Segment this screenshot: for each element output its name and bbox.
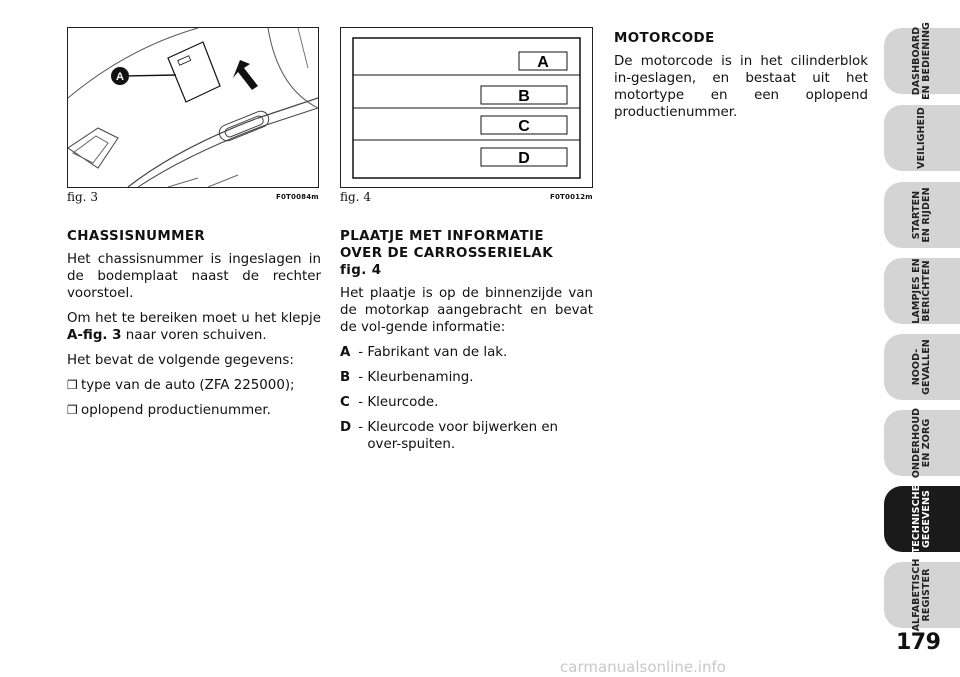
tab-label-line: EN RIJDEN [921, 187, 932, 243]
tab-veiligheid[interactable] [884, 105, 960, 171]
heading-motorcode: MOTORCODE [614, 31, 715, 46]
item-sep: - [354, 395, 368, 410]
tab-label-line: GEGEVENS [921, 489, 932, 549]
paragraph-chassis-access [67, 310, 321, 344]
figure-4-image [340, 27, 593, 188]
item-text: Kleurcode. [367, 395, 439, 410]
item-text: Kleurbenaming. [367, 370, 474, 385]
tab-label-line: ALFABETISCH [911, 558, 922, 632]
tab-label [912, 485, 932, 554]
list-item-text: oplopend productienummer. [81, 403, 271, 418]
tab-starten[interactable] [884, 182, 960, 248]
heading-plaatje [340, 228, 593, 279]
column-chassisnummer [67, 228, 321, 427]
tab-label-line: ONDERHOUD [911, 407, 922, 479]
tab-label-line: TECHNISCHE [911, 484, 922, 554]
paragraph-chassis-contains: Het bevat de volgende gegevens: [67, 353, 294, 368]
heading-line: PLAATJE MET INFORMATIE [340, 229, 544, 244]
tab-technische-gegevens[interactable] [884, 486, 960, 552]
tab-label-line: DASHBOARD [911, 26, 922, 96]
tab-onderhoud[interactable] [884, 407, 960, 479]
figure-4-illustration [341, 28, 592, 187]
paragraph-motorcode: De motorcode is in het cilinderblok in-geslagen, en bestaat uit het motortype en een oplopend productienummer. [614, 54, 868, 120]
tab-label-line: VEILIGHEID [916, 107, 927, 169]
figure-3-image [67, 27, 319, 188]
figure-3-caption: fig. 3 [67, 190, 98, 204]
paragraph-plaatje: Het plaatje is op de binnenzijde van de motorkap aangebracht en bevat de vol-gende informatie: [340, 286, 593, 335]
reference-fig3: A-fig. 3 [67, 328, 122, 343]
list-item [67, 402, 321, 419]
tab-label-line: EN BEDIENING [921, 22, 932, 100]
list-item [67, 377, 321, 394]
tab-label-line: NOOD- [911, 348, 922, 386]
list-item [340, 394, 593, 411]
plate-label-c: C [518, 118, 530, 135]
column-plaatje [340, 228, 593, 461]
tab-noodgevallen[interactable] [884, 334, 960, 400]
list-item [340, 369, 593, 386]
tab-label-line: REGISTER [921, 568, 932, 622]
list-item [340, 344, 593, 361]
checkbox-bullet-icon: ❒ [67, 403, 78, 417]
item-sep: - [354, 345, 368, 360]
heading-line: OVER DE CARROSSERIELAK [340, 246, 553, 261]
figure-3-label-a: A [116, 71, 124, 83]
item-key: A [340, 345, 351, 360]
tab-register[interactable] [884, 558, 960, 632]
list-item-text: type van de auto (ZFA 225000); [81, 378, 295, 393]
figure-4-caption: fig. 4 [340, 190, 371, 204]
heading-chassisnummer: CHASSISNUMMER [67, 229, 206, 244]
plate-label-a: A [537, 54, 549, 71]
tab-label-line: BERICHTEN [921, 260, 932, 322]
text: naar voren schuiven. [121, 328, 267, 343]
tab-label-line: GEVALLEN [921, 339, 932, 395]
tab-label-line: EN ZORG [921, 418, 932, 468]
text: Om het te bereiken moet u het klepje [67, 311, 321, 326]
column-motorcode [614, 30, 868, 129]
tab-label [912, 258, 932, 323]
tab-label-line: STARTEN [911, 190, 922, 240]
item-text: Fabrikant van de lak. [367, 345, 508, 360]
list-item [340, 419, 593, 453]
tab-label [917, 107, 927, 169]
item-key: B [340, 370, 351, 385]
checkbox-bullet-icon: ❒ [67, 378, 78, 392]
item-key: C [340, 395, 350, 410]
figure-4-code: F0T0012m [550, 193, 593, 201]
watermark: carmanualsonline.info [560, 658, 726, 676]
item-sep: - [354, 420, 368, 435]
tab-label [912, 339, 932, 395]
heading-line: fig. 4 [340, 263, 382, 278]
item-key: D [340, 420, 352, 435]
figure-3-illustration [68, 28, 318, 187]
tab-label [912, 408, 932, 478]
item-sep: - [354, 370, 368, 385]
tab-lampjes[interactable] [884, 258, 960, 324]
tab-label [912, 187, 932, 242]
tab-label [912, 22, 932, 100]
plate-label-b: B [518, 88, 530, 105]
paragraph-chassis-location: Het chassisnummer is ingeslagen in de bodemplaat naast de rechter voorstoel. [67, 252, 321, 301]
tab-dashboard[interactable] [884, 22, 960, 100]
page-number: 179 [896, 630, 941, 655]
item-text: Kleurcode voor bijwerken en over-spuiten. [367, 420, 559, 452]
tab-label-line: LAMPJES EN [911, 258, 922, 324]
plate-label-d: D [518, 150, 530, 167]
tab-label [912, 559, 932, 632]
figure-3-code: F0T0084m [276, 193, 319, 201]
